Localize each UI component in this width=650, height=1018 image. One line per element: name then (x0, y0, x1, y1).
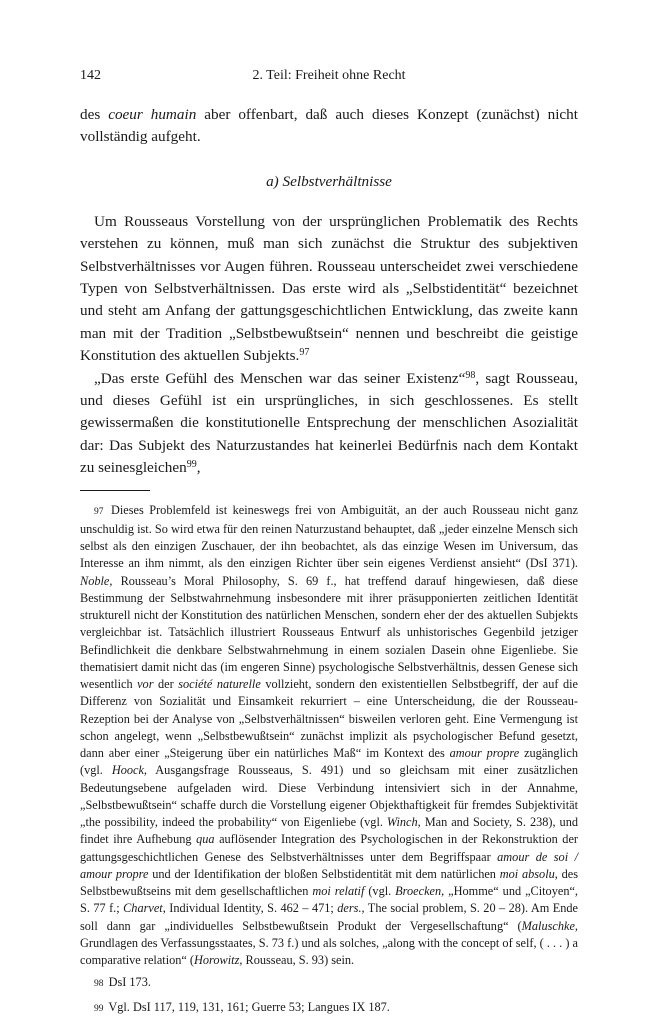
paragraph-selbstverhaeltnisse: Um Rousseaus Vorstellung von der ursprünglichen Problematik des Rechts verstehen zu können, muß man sich zunächst die Struktur des subjektiven Selbstverhältnisses vor Augen führen. Rousseau unterscheidet zwei verschiedene Typen von Selbstverhältnissen. Das erste wird als „Selbstidentität“ bezeichnet und steht am Anfang der gattungsgeschichtlichen Entwicklung, das zweite kann man mit der Tradition „Selbstbewußtsein“ nennen und beschreibt die geistige Konstitution des aktuellen Subjekts.$^{97}$ (80, 212, 578, 365)
page-header (80, 68, 578, 88)
footnote-ref-99[interactable]: 99 (186, 459, 197, 471)
footnote-97: 97 Dieses Problemfeld ist keineswegs frei von Ambiguität, an der auch Rousseau nicht ganz unschuldig ist. So wird etwa für den reinen Naturzustand behauptet, daß „jeder einzelne Mensch sich selbst als den einzigen Zuschauer, der ihn beobachtet, als das einzige Wesen im Universum, das Interesse an ihm nimmt, als den einzigen Richter über sein eigenes Verdienst ansieht“ (DsI 371). Noble, Rousseau’s Moral Philosophy, S. 69 f., hat treffend darauf hingewiesen, daß diese Bestimmung der Selbstwahrnehmung insbesondere mit ihrer präsupponierten zeitlichen Identität strukturell nicht der Konstitution des natürlichen Menschen, sondern eher der des aktuellen Subjekts vergleichbar ist. Tatsächlich illustriert Rousseaus Entwurf als unhistorisches Gegenbild jetziger Befindlichkeit die denkbare Selbstwahrnehmung in einem sozialen Dasein ohne Eigenliebe. Sie thematisiert damit nicht das (im engeren Sinne) psychologische Selbstverhältnis, dessen Genese sich wesentlich vor der société naturelle vollzieht, sondern den existentiellen Selbstbegriff, der auf die Differenz von Sozialität und Einsamkeit rekurriert – eine Unterscheidung, die der Rousseau-Rezeption bei der Analyse von „Selbstverhältnissen“ bisweilen verloren geht. Eine Vermengung ist schon angelegt, wenn „Selbstbewußtsein“ zunächst implizit als psychologischer Befund gesetzt, dann aber einer „Steigerung über ein natürliches Maß“ im Kontext des amour propre zugänglich (vgl. Hoock, Ausgangsfrage Rousseaus, S. 491) und so gleichsam mit einer zusätzlichen Bedeutungsebene aufgeladen wird. Diese Verbindung intensiviert sich in der Annahme, „Selbstbewußtsein“ schaffe durch die Vorstellung eigener Objekthaftigkeit für fremdes Subjektivität „the possibility, indeed the probability“ von Eigenliebe (vgl. Winch, Man and Society, S. 238), und findet ihre Aufhebung qua auflösender Integration des Psychologischen in der Rekonstruktion der gattungsgeschichtlichen Genese des Selbstverhältnisses unter dem Begriffspaar amour de soi / amour propre und der Identifikation der bloßen Selbstidentität mit dem natürlichen moi absolu, des Selbstbewußtseins mit dem gesellschaftlichen moi relatif (vgl. Broecken, „Homme“ und „Citoyen“, S. 77 f.; Charvet, Individual Identity, S. 462 – 471; ders., The social problem, S. 20 – 28). Am Ende soll dann gar „individuelles Selbstbewußtsein Produkt der Vergesellschaftung“ (Maluschke, Grundlagen des Verfassungsstaates, S. 73 f.) und als solches, „along with the concept of self, ( . . . ) a comparative relation“ (Horowitz, Rousseau, S. 93) sein. (80, 502, 579, 968)
footnote-separator (80, 490, 150, 491)
footnote-number: 99 (94, 1003, 104, 1014)
page (80, 68, 578, 1018)
footnote-number: 97 (94, 506, 104, 517)
footnote-ref-97[interactable]: 97 (299, 347, 310, 359)
footnote-98: 98 DsI 173. (94, 975, 151, 990)
footnote-number: 98 (94, 979, 104, 990)
intro-emphasis: coeur humain (108, 106, 197, 123)
footnote-ref-98[interactable]: 98 (465, 369, 476, 381)
intro-paragraph: des coeur humain aber offenbart, daß auch dieses Konzept (zunächst) nicht vollständig aufgeht. (80, 106, 578, 146)
section-heading: a) Selbstverhältnisse (266, 172, 392, 190)
page-number: 142 (80, 68, 101, 83)
paragraph-existenz: „Das erste Gefühl des Menschen war das seiner Existenz“$^{98}$, sagt Rousseau, und dieses Gefühl ist ein ursprüngliches, in sich geschlossenes. Es stellt gewissermaßen die konstitutionelle Entsprechung der menschlichen Asozialität dar: Das Subjekt des Naturzustandes hat keinerlei Bedürfnis nach dem Kontakt zu seinesgleichen$^{99}$, (80, 369, 578, 477)
running-head: 2. Teil: Freiheit ohne Recht (252, 68, 406, 83)
footnote-99: 99 Vgl. DsI 117, 119, 131, 161; Guerre 53; Langues IX 187. (94, 999, 390, 1014)
